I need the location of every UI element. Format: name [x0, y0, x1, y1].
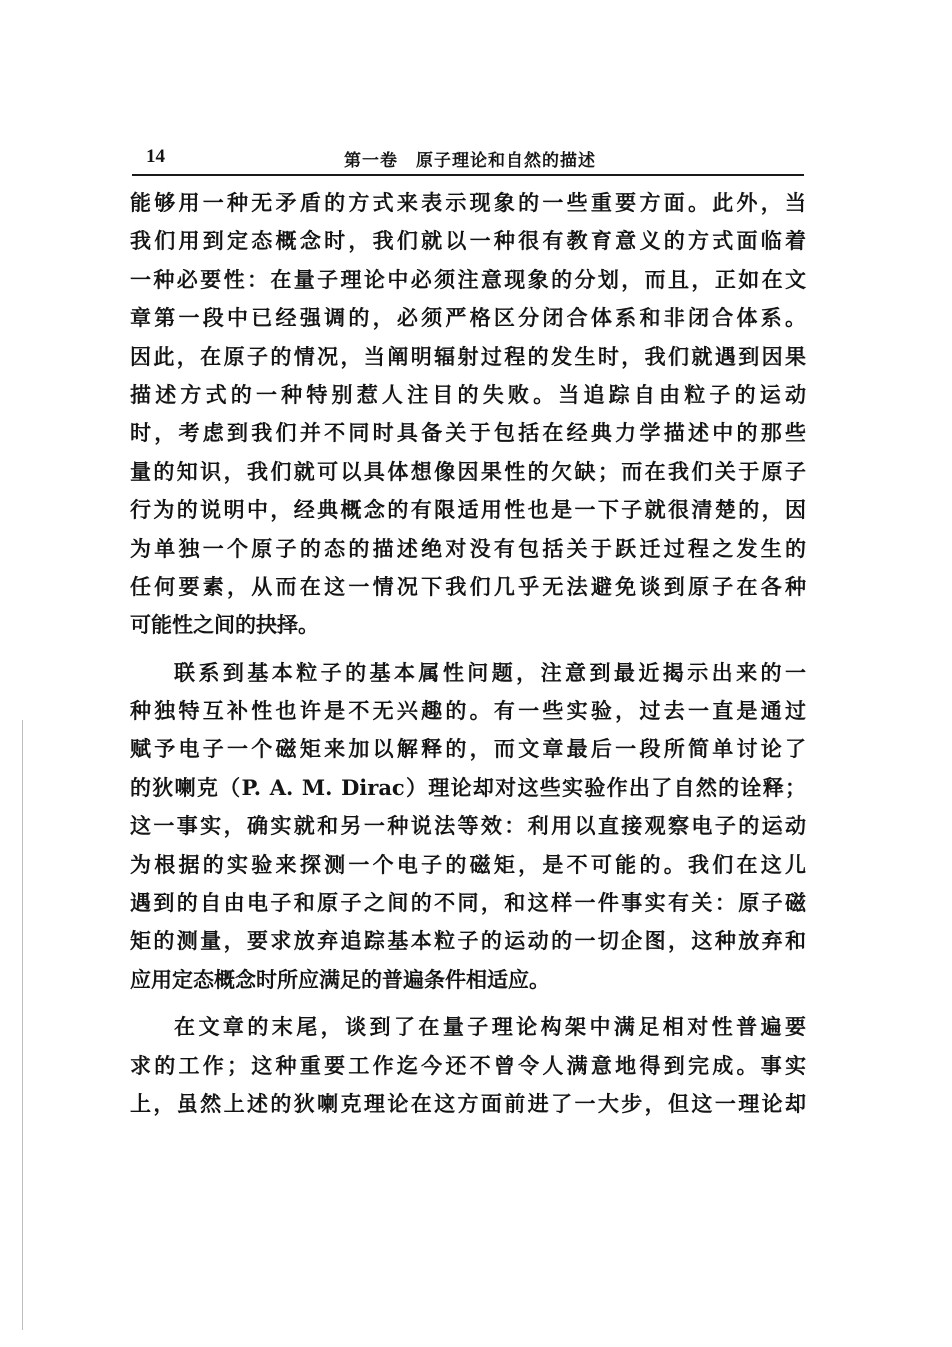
text-line: 任何要素，从而在这一情况下我们几乎无法避免谈到原子在各种: [130, 573, 806, 599]
text-line: 遇到的自由电子和原子之间的不同，和这样一件事实有关：原子磁: [130, 890, 806, 916]
text-line: 因此，在原子的情况，当阐明辐射过程的发生时，我们就遇到因果: [130, 343, 806, 369]
paragraph: [130, 1008, 806, 1123]
text-line: 描述方式的一种特别惹人注目的失败。当追踪自由粒子的运动: [130, 381, 806, 407]
text-line: 为根据的实验来探测一个电子的磁矩，是不可能的。我们在这儿: [130, 851, 806, 877]
text-line: 能够用一种无矛盾的方式来表示现象的一些重要方面。此外，当: [130, 190, 806, 215]
text-line: 一种必要性：在量子理论中必须注意现象的分划，而且，正如在文: [130, 266, 806, 292]
text-line: 为单独一个原子的态的描述绝对没有包括关于跃迁过程之发生的: [130, 535, 806, 561]
text-line: 应用定态概念时所应满足的普遍条件相适应。: [130, 966, 550, 992]
text-line: 种独特互补性也许是不无兴趣的。有一些实验，过去一直是通过: [130, 698, 806, 724]
text-line: 章第一段中已经强调的，必须严格区分闭合体系和非闭合体系。: [130, 305, 806, 331]
paragraph: [130, 184, 806, 645]
running-header: [132, 142, 804, 176]
text-line: 在文章的末尾，谈到了在量子理论构架中满足相对性普遍要: [174, 1014, 806, 1040]
text-line: 矩的测量，要求放弃追踪基本粒子的运动的一切企图，这种放弃和: [130, 928, 806, 954]
page-number: 14: [146, 146, 165, 167]
text-line: 联系到基本粒子的基本属性问题，注意到最近揭示出来的一: [174, 659, 806, 685]
running-title: 第一卷 原子理论和自然的描述: [344, 151, 596, 171]
text-line: 赋予电子一个磁矩来加以解释的，而文章最后一段所简单讨论了: [130, 736, 806, 762]
paragraph-gap: [130, 999, 806, 1008]
page-edge-line: [22, 720, 23, 1330]
text-line: 这一事实，确实就和另一种说法等效：利用以直接观察电子的运动: [130, 813, 806, 839]
text-line: 上，虽然上述的狄喇克理论在这方面前进了一大步，但这一理论却: [130, 1090, 806, 1116]
paragraph: [130, 654, 806, 1000]
text-line: 量的知识，我们就可以具体想像因果性的欠缺；而在我们关于原子: [130, 458, 806, 484]
text-line: 我们用到定态概念时，我们就以一种很有教育意义的方式面临着: [130, 228, 806, 254]
text-line: 时，考虑到我们并不同时具备关于包括在经典力学描述中的那些: [130, 420, 806, 446]
text-line: 可能性之间的抉择。: [130, 612, 319, 638]
text-line: 求的工作；这种重要工作迄今还不曾令人满意地得到完成。事实: [130, 1052, 806, 1078]
body-text: [130, 184, 806, 1123]
paragraph-gap: [130, 645, 806, 654]
text-line: 的狄喇克（P. A. M. Dirac）理论却对这些实验作出了自然的诠释；: [130, 774, 806, 800]
text-line: 行为的说明中，经典概念的有限适用性也是一下子就很清楚的，因: [130, 497, 806, 523]
